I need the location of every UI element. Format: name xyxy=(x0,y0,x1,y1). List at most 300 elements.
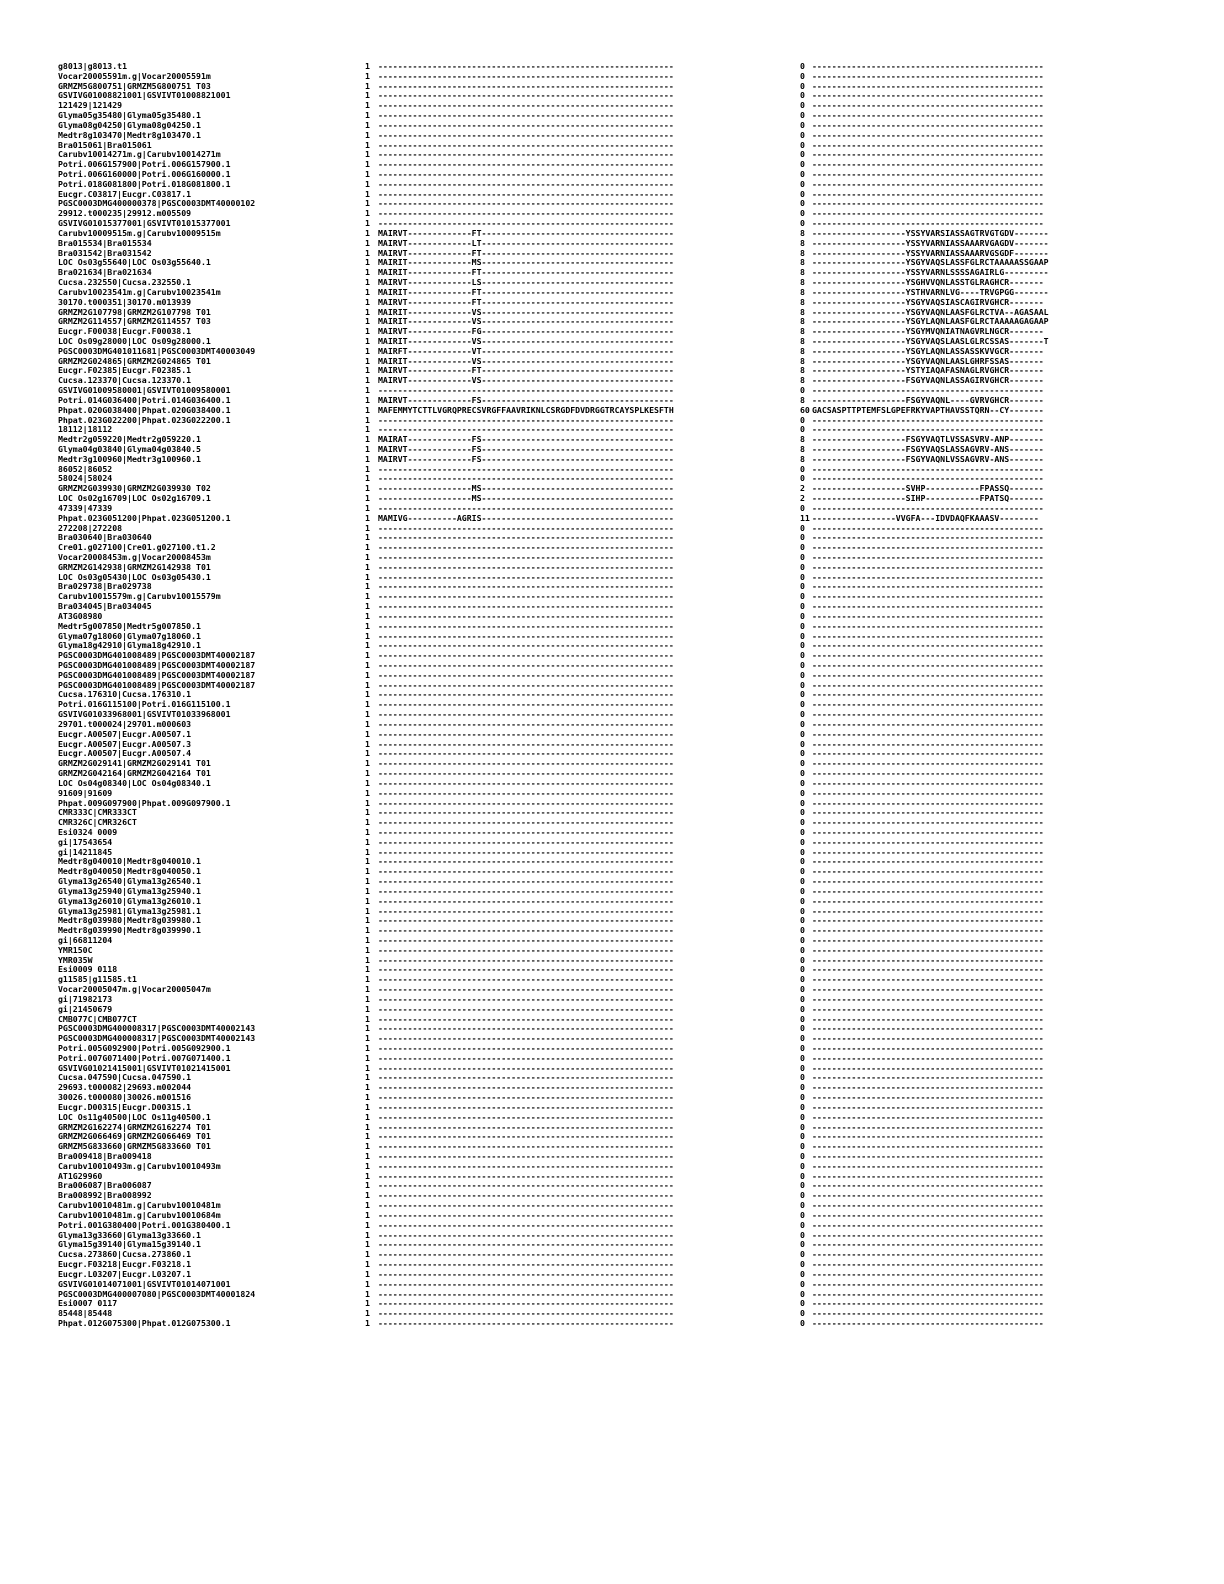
alignment-row xyxy=(0,935,1224,945)
block2-sequence: -------------------YSGYLAQNLASSASSKVVGCR------- xyxy=(812,345,1044,356)
alignment-row xyxy=(0,415,1224,425)
block2-start: 11 xyxy=(800,512,810,523)
block2-sequence: ----------------------------------------------- xyxy=(812,552,1044,562)
block2-sequence: ----------------------------------------------- xyxy=(812,159,1044,170)
alignment-row xyxy=(0,1200,1224,1210)
sequence-id: Eucgr.L03207|Eucgr.L03207.1 xyxy=(58,1268,192,1279)
block2-start: 0 xyxy=(800,80,805,91)
sequence-id: PGSC0003DMG401008489|PGSC0003DMT40002187 xyxy=(58,669,256,680)
alignment-row xyxy=(0,631,1224,641)
block1-sequence: ------------------------------------------------------------ xyxy=(378,1229,674,1240)
block2-sequence: ----------------------------------------------- xyxy=(812,1229,1044,1240)
block2-start: 0 xyxy=(800,1308,805,1319)
alignment-row xyxy=(0,1308,1224,1318)
sequence-id: GSVIVG01021415001|GSVIVT01021415001 xyxy=(58,1062,231,1073)
block2-start: 0 xyxy=(800,797,805,808)
block2-start: 8 xyxy=(800,247,805,258)
sequence-id: Carubv10010481m.g|Carubv10010481m xyxy=(58,1200,221,1211)
block2-sequence: ----------------------------------------------- xyxy=(812,1072,1044,1083)
sequence-id: LOC Os02g16709|LOC Os02g16709.1 xyxy=(58,493,211,504)
sequence-id: Esi0009 0118 xyxy=(58,964,118,975)
block1-sequence: ------------------------------------------------------------ xyxy=(378,895,674,906)
block2-sequence: ----------------------------------------------- xyxy=(812,1308,1044,1319)
block1-sequence: ------------------------------------------------------------ xyxy=(378,836,674,847)
sequence-id: Glyma13g33660|Glyma13g33660.1 xyxy=(58,1229,201,1240)
alignment-row xyxy=(0,1180,1224,1190)
block2-sequence: ----------------------------------------------- xyxy=(812,925,1044,936)
sequence-id: Eucgr.F03218|Eucgr.F03218.1 xyxy=(58,1259,192,1270)
block2-sequence: -------------------YSSYVARSIASSAGTRVGTGDV------- xyxy=(812,227,1049,238)
block1-sequence: ------------------------------------------------------------ xyxy=(378,689,674,700)
block2-start: 8 xyxy=(800,335,805,346)
block1-start: 1 xyxy=(365,571,370,582)
block1-start: 1 xyxy=(365,974,370,985)
block1-sequence: ------------------------------------------------------------ xyxy=(378,1092,674,1103)
sequence-id: gi|66811204 xyxy=(58,934,113,945)
block2-start: 0 xyxy=(800,669,805,680)
sequence-id: PGSC0003DMG400008317|PGSC0003DMT40002143 xyxy=(58,1033,256,1044)
block2-sequence: ----------------------------------------------- xyxy=(812,836,1044,847)
alignment-row xyxy=(0,748,1224,758)
sequence-id: Cucsa.273860|Cucsa.273860.1 xyxy=(58,1249,192,1260)
block2-start: 0 xyxy=(800,748,805,759)
block1-sequence: ------------------------------------------------------------ xyxy=(378,1121,674,1132)
sequence-id: Carubv10009515m.g|Carubv10009515m xyxy=(58,227,221,238)
sequence-id: Medtr2g059220|Medtr2g059220.1 xyxy=(58,434,201,445)
block2-sequence: ----------------------------------------------- xyxy=(812,1219,1044,1230)
block2-start: 0 xyxy=(800,1101,805,1112)
block2-sequence: ----------------------------------------------- xyxy=(812,70,1044,81)
block2-sequence: ----------------------------------------------- xyxy=(812,1239,1044,1250)
block2-start: 2 xyxy=(800,493,805,504)
block2-sequence: ----------------------------------------------- xyxy=(812,571,1044,582)
alignment-row xyxy=(0,729,1224,739)
block2-start: 2 xyxy=(800,483,805,494)
block2-sequence: -------------------YSGYVAQNLAASFGLRCTVA--AGASAAL xyxy=(812,306,1049,317)
alignment-row xyxy=(0,375,1224,385)
alignment-row xyxy=(0,189,1224,199)
block1-sequence: ------------------------------------------------------------ xyxy=(378,414,674,425)
block2-start: 8 xyxy=(800,345,805,356)
alignment-row xyxy=(0,208,1224,218)
alignment-row xyxy=(0,1220,1224,1230)
block1-sequence: MAIRVT-------------FS--------------------------------------- xyxy=(378,394,674,405)
block2-sequence: ----------------------------------------------- xyxy=(812,90,1044,101)
sequence-id: GSVIVG01014071001|GSVIVT01014071001 xyxy=(58,1278,231,1289)
sequence-id: Medtr3g100960|Medtr3g100960.1 xyxy=(58,453,201,464)
block2-start: 0 xyxy=(800,934,805,945)
sequence-id: Carubv10010493m.g|Carubv10010493m xyxy=(58,1160,221,1171)
block2-sequence: ----------------------------------------------- xyxy=(812,473,1044,484)
alignment-row xyxy=(0,788,1224,798)
alignment-row xyxy=(0,503,1224,513)
sequence-id: Medtr8g039980|Medtr8g039980.1 xyxy=(58,915,201,926)
block2-start: 0 xyxy=(800,463,805,474)
block1-sequence: MAIRVT-------------FG--------------------------------------- xyxy=(378,326,674,337)
block1-sequence: ------------------------------------------------------------ xyxy=(378,1249,674,1260)
block1-start: 1 xyxy=(365,709,370,720)
alignment-row xyxy=(0,1043,1224,1053)
alignment-row xyxy=(0,61,1224,71)
alignment-row xyxy=(0,513,1224,523)
sequence-id: gi|21450679 xyxy=(58,1003,113,1014)
block2-sequence: ----------------------------------------------- xyxy=(812,610,1044,621)
block1-sequence: ------------------------------------------------------------ xyxy=(378,1033,674,1044)
block2-sequence: -------------------FSGYVAQSLASSAGVRV-ANS------- xyxy=(812,443,1044,454)
block1-sequence: ------------------------------------------------------------ xyxy=(378,1111,674,1122)
sequence-id: Cucsa.123370|Cucsa.123370.1 xyxy=(58,375,192,386)
block1-start: 1 xyxy=(365,1160,370,1171)
block1-start: 1 xyxy=(365,797,370,808)
block2-start: 0 xyxy=(800,1052,805,1063)
block2-start: 0 xyxy=(800,1003,805,1014)
sequence-id: 91609|91609 xyxy=(58,787,113,798)
block2-sequence: ----------------------------------------------- xyxy=(812,1101,1044,1112)
block1-start: 1 xyxy=(365,80,370,91)
block2-sequence: ----------------------------------------------- xyxy=(812,1278,1044,1289)
block1-sequence: ------------------------------------------------------------ xyxy=(378,159,674,170)
block1-start: 1 xyxy=(365,532,370,543)
alignment-row xyxy=(0,670,1224,680)
sequence-id: Bra030640|Bra030640 xyxy=(58,532,152,543)
alignment-row xyxy=(0,974,1224,984)
block2-start: 0 xyxy=(800,1141,805,1152)
block2-sequence: ----------------------------------------------- xyxy=(812,954,1044,965)
block1-start: 1 xyxy=(365,61,370,71)
sequence-id: GRMZM2G042164|GRMZM2G042164 T01 xyxy=(58,768,211,779)
alignment-row xyxy=(0,1141,1224,1151)
block1-start: 1 xyxy=(365,542,370,553)
block1-sequence: ------------------------------------------------------------ xyxy=(378,718,674,729)
alignment-row xyxy=(0,689,1224,699)
block1-sequence: ------------------------------------------------------------ xyxy=(378,1151,674,1162)
block1-start: 1 xyxy=(365,237,370,248)
block2-start: 0 xyxy=(800,836,805,847)
block1-start: 1 xyxy=(365,826,370,837)
block2-sequence: ----------------------------------------------- xyxy=(812,1268,1044,1279)
block2-start: 0 xyxy=(800,728,805,739)
block2-sequence: ----------------------------------------------- xyxy=(812,110,1044,121)
alignment-row xyxy=(0,1230,1224,1240)
alignment-row xyxy=(0,1023,1224,1033)
block2-start: 0 xyxy=(800,1111,805,1122)
block2-start: 0 xyxy=(800,925,805,936)
block1-sequence: ------------------------------------------------------------ xyxy=(378,188,674,199)
block2-start: 0 xyxy=(800,1190,805,1201)
sequence-id: CMR333C|CMR333CT xyxy=(58,807,137,818)
block1-start: 1 xyxy=(365,876,370,887)
block2-sequence: -----------------VVGFA---IDVDAQFKAAASV-------- xyxy=(812,512,1039,523)
block1-sequence: ------------------------------------------------------------ xyxy=(378,1298,674,1309)
block2-start: 0 xyxy=(800,640,805,651)
block2-start: 8 xyxy=(800,365,805,376)
alignment-row xyxy=(0,1053,1224,1063)
block1-sequence: ------------------------------------------------------------ xyxy=(378,1101,674,1112)
sequence-id: LOC Os09g28000|LOC Os09g28000.1 xyxy=(58,335,211,346)
block1-sequence: ------------------------------------------------------------ xyxy=(378,208,674,219)
block2-sequence: -------------------YSSYVARNIASSAAARVGSGDF------- xyxy=(812,247,1049,258)
alignment-row xyxy=(0,562,1224,572)
block1-sequence: ------------------------------------------------------------ xyxy=(378,1268,674,1279)
block2-sequence: ----------------------------------------------- xyxy=(812,876,1044,887)
alignment-row xyxy=(0,336,1224,346)
block1-sequence: ------------------------------------------------------------ xyxy=(378,218,674,229)
block1-start: 1 xyxy=(365,581,370,592)
block2-sequence: ----------------------------------------------- xyxy=(812,1190,1044,1201)
block2-sequence: -------------------FSGYVAQTLVSSASVRV-ANP------- xyxy=(812,434,1044,445)
block2-start: 0 xyxy=(800,905,805,916)
sequence-id: Eucgr.F00038|Eucgr.F00038.1 xyxy=(58,326,192,337)
alignment-row xyxy=(0,699,1224,709)
block2-start: 0 xyxy=(800,620,805,631)
block2-sequence: ----------------------------------------------- xyxy=(812,1317,1044,1328)
sequence-id: Glyma04g03840|Glyma04g03840.5 xyxy=(58,443,201,454)
sequence-id: 272208|272208 xyxy=(58,522,123,533)
alignment-row xyxy=(0,1102,1224,1112)
alignment-row xyxy=(0,827,1224,837)
block1-start: 1 xyxy=(365,335,370,346)
sequence-id: Medtr8g103470|Medtr8g103470.1 xyxy=(58,129,201,140)
block1-sequence: ------------------------------------------------------------ xyxy=(378,1062,674,1073)
block1-start: 1 xyxy=(365,434,370,445)
block1-sequence: ------------------------------------------------------------ xyxy=(378,876,674,887)
block1-sequence: MAIRIT-------------FT--------------------------------------- xyxy=(378,267,674,278)
block2-start: 0 xyxy=(800,571,805,582)
block1-sequence: ------------------------------------------------------------ xyxy=(378,669,674,680)
block2-sequence: ----------------------------------------------- xyxy=(812,1288,1044,1299)
block1-sequence: ------------------------------------------------------------ xyxy=(378,385,674,396)
sequence-id: Bra031542|Bra031542 xyxy=(58,247,152,258)
block1-sequence: MAIRVT-------------FT--------------------------------------- xyxy=(378,227,674,238)
block2-start: 0 xyxy=(800,1249,805,1260)
block1-sequence: ------------------------------------------------------------ xyxy=(378,90,674,101)
block2-start: 0 xyxy=(800,1298,805,1309)
sequence-id: Cucsa.047590|Cucsa.047590.1 xyxy=(58,1072,192,1083)
block1-sequence: MAIRVT-------------FT--------------------------------------- xyxy=(378,365,674,376)
block2-sequence: ----------------------------------------------- xyxy=(812,934,1044,945)
block1-start: 1 xyxy=(365,561,370,572)
block1-sequence: ------------------------------------------------------------ xyxy=(378,1013,674,1024)
block1-sequence: ------------------------------------------------------------ xyxy=(378,149,674,160)
alignment-row xyxy=(0,739,1224,749)
sequence-id: Cre01.g027100|Cre01.g027100.t1.2 xyxy=(58,542,216,553)
block1-start: 1 xyxy=(365,1121,370,1132)
block2-sequence: -------------------YSSYVARNIASSAAARVGAGDV------- xyxy=(812,237,1049,248)
block2-sequence: ----------------------------------------------- xyxy=(812,178,1044,189)
block2-start: 0 xyxy=(800,601,805,612)
block1-start: 1 xyxy=(365,689,370,700)
sequence-id: 85448|85448 xyxy=(58,1308,113,1319)
block1-start: 1 xyxy=(365,738,370,749)
block1-sequence: MAIRVT-------------FT--------------------------------------- xyxy=(378,296,674,307)
block2-start: 0 xyxy=(800,758,805,769)
alignment-row xyxy=(0,925,1224,935)
alignment-row xyxy=(0,110,1224,120)
block1-start: 1 xyxy=(365,404,370,415)
alignment-row xyxy=(0,572,1224,582)
block2-start: 0 xyxy=(800,198,805,209)
block1-start: 1 xyxy=(365,257,370,268)
block2-sequence: ----------------------------------------------- xyxy=(812,620,1044,631)
block2-sequence: -------------------FSGYVAQNLVSSAGVRV-ANS------- xyxy=(812,453,1044,464)
sequence-id: 47339|47339 xyxy=(58,502,113,513)
block2-sequence: ----------------------------------------------- xyxy=(812,61,1044,71)
sequence-id: GRMZM5G833660|GRMZM5G833660 T01 xyxy=(58,1141,211,1152)
block1-sequence: ------------------------------------------------------------ xyxy=(378,925,674,936)
block1-sequence: ------------------------------------------------------------ xyxy=(378,601,674,612)
sequence-id: Glyma07g18060|Glyma07g18060.1 xyxy=(58,630,201,641)
block1-sequence: ------------------------------------------------------------ xyxy=(378,100,674,111)
block1-start: 1 xyxy=(365,1043,370,1053)
sequence-id: Cucsa.176310|Cucsa.176310.1 xyxy=(58,689,192,700)
block2-start: 0 xyxy=(800,1023,805,1034)
alignment-row xyxy=(0,709,1224,719)
alignment-row xyxy=(0,238,1224,248)
block1-start: 1 xyxy=(365,414,370,425)
block1-start: 1 xyxy=(365,768,370,779)
block1-sequence: ------------------------------------------------------------ xyxy=(378,1209,674,1220)
alignment-row xyxy=(0,523,1224,533)
sequence-id: Phpat.009G097900|Phpat.009G097900.1 xyxy=(58,797,231,808)
alignment-row xyxy=(0,1004,1224,1014)
block2-start: 0 xyxy=(800,699,805,710)
block2-start: 0 xyxy=(800,954,805,965)
block1-start: 1 xyxy=(365,1278,370,1289)
alignment-row xyxy=(0,768,1224,778)
block1-sequence: MAIRVT-------------VS--------------------------------------- xyxy=(378,375,674,386)
block1-sequence: ------------------------------------------------------------ xyxy=(378,1141,674,1152)
alignment-row xyxy=(0,611,1224,621)
block1-sequence: MAIRIT-------------VS--------------------------------------- xyxy=(378,306,674,317)
block2-sequence: ----------------------------------------------- xyxy=(812,502,1044,513)
sequence-id: g8013|g8013.t1 xyxy=(58,61,128,71)
block2-sequence: ----------------------------------------------- xyxy=(812,414,1044,425)
block2-start: 0 xyxy=(800,1131,805,1142)
block1-start: 1 xyxy=(365,119,370,130)
block1-start: 1 xyxy=(365,90,370,101)
block1-start: 1 xyxy=(365,1288,370,1299)
alignment-row xyxy=(0,906,1224,916)
sequence-id: CMB077C|CMB077CT xyxy=(58,1013,137,1024)
alignment-row xyxy=(0,434,1224,444)
alignment-row xyxy=(0,228,1224,238)
block1-sequence: ------------------------------------------------------------ xyxy=(378,473,674,484)
sequence-id: Glyma05g35480|Glyma05g35480.1 xyxy=(58,110,201,121)
block2-sequence: -------------------YSGYVAQNLAASLGHRFSSAS------- xyxy=(812,355,1044,366)
sequence-id: Eucgr.C03817|Eucgr.C03817.1 xyxy=(58,188,192,199)
block2-sequence: ----------------------------------------------- xyxy=(812,1082,1044,1093)
block1-start: 1 xyxy=(365,1317,370,1328)
block2-start: 0 xyxy=(800,100,805,111)
block2-sequence: ----------------------------------------------- xyxy=(812,218,1044,229)
sequence-id: 30026.t000080|30026.m001516 xyxy=(58,1092,192,1103)
block2-start: 0 xyxy=(800,1278,805,1289)
block1-start: 1 xyxy=(365,984,370,995)
block1-sequence: -------------------MS--------------------------------------- xyxy=(378,493,674,504)
block1-sequence: ------------------------------------------------------------ xyxy=(378,561,674,572)
block2-sequence: ----------------------------------------------- xyxy=(812,895,1044,906)
block1-sequence: ------------------------------------------------------------ xyxy=(378,1190,674,1201)
sequence-id: Eucgr.A00507|Eucgr.A00507.4 xyxy=(58,748,192,759)
block2-start: 0 xyxy=(800,1229,805,1240)
block1-sequence: ------------------------------------------------------------ xyxy=(378,787,674,798)
block1-sequence: ------------------------------------------------------------ xyxy=(378,110,674,121)
block2-start: 0 xyxy=(800,866,805,877)
block1-sequence: ------------------------------------------------------------ xyxy=(378,70,674,81)
block1-sequence: ------------------------------------------------------------ xyxy=(378,915,674,926)
alignment-row xyxy=(0,964,1224,974)
block2-start: 0 xyxy=(800,1121,805,1132)
sequence-id: Glyma13g26010|Glyma13g26010.1 xyxy=(58,895,201,906)
alignment-row xyxy=(0,581,1224,591)
block2-sequence: ----------------------------------------------- xyxy=(812,1180,1044,1191)
sequence-id: Eucgr.A00507|Eucgr.A00507.1 xyxy=(58,728,192,739)
alignment-row xyxy=(0,159,1224,169)
block1-start: 1 xyxy=(365,895,370,906)
sequence-id: Carubv10023541m.g|Carubv10023541m xyxy=(58,286,221,297)
block1-sequence: ------------------------------------------------------------ xyxy=(378,679,674,690)
block1-start: 1 xyxy=(365,1170,370,1181)
block1-sequence: ------------------------------------------------------------ xyxy=(378,777,674,788)
alignment-row xyxy=(0,896,1224,906)
alignment-row xyxy=(0,1092,1224,1102)
alignment-row xyxy=(0,994,1224,1004)
block2-sequence: ----------------------------------------------- xyxy=(812,905,1044,916)
block2-start: 0 xyxy=(800,777,805,788)
sequence-id: GRMZM2G162274|GRMZM2G162274 T01 xyxy=(58,1121,211,1132)
block2-sequence: -------------------YSGYVAQSLASSFGLRCTAAAAASSGAAP xyxy=(812,257,1049,268)
block1-start: 1 xyxy=(365,345,370,356)
alignment-row xyxy=(0,307,1224,317)
block2-start: 0 xyxy=(800,188,805,199)
block1-start: 1 xyxy=(365,846,370,857)
sequence-id: Cucsa.232550|Cucsa.232550.1 xyxy=(58,277,192,288)
block2-start: 0 xyxy=(800,424,805,435)
block2-start: 0 xyxy=(800,139,805,150)
block1-start: 1 xyxy=(365,178,370,189)
block2-sequence: -------------------YSGYVAQSIASCAGIRVGHCR------- xyxy=(812,296,1044,307)
block2-start: 0 xyxy=(800,1062,805,1073)
sequence-id: 29701.t000024|29701.m000603 xyxy=(58,718,192,729)
block2-sequence: ----------------------------------------------- xyxy=(812,728,1044,739)
alignment-row xyxy=(0,218,1224,228)
block1-sequence: MAIRAT-------------FS--------------------------------------- xyxy=(378,434,674,445)
block1-start: 1 xyxy=(365,1023,370,1034)
alignment-row xyxy=(0,542,1224,552)
block2-start: 0 xyxy=(800,502,805,513)
block1-sequence: ------------------------------------------------------------ xyxy=(378,119,674,130)
block2-start: 0 xyxy=(800,552,805,562)
alignment-row xyxy=(0,1122,1224,1132)
block1-sequence: ------------------------------------------------------------ xyxy=(378,1180,674,1191)
block2-sequence: ----------------------------------------------- xyxy=(812,640,1044,651)
block1-sequence: ------------------------------------------------------------ xyxy=(378,581,674,592)
block2-sequence: ----------------------------------------------- xyxy=(812,100,1044,111)
block2-sequence: -------------------FSGYVAQNL----GVRVGHCR------- xyxy=(812,394,1044,405)
block1-start: 1 xyxy=(365,934,370,945)
block1-start: 1 xyxy=(365,483,370,494)
block2-sequence: ----------------------------------------------- xyxy=(812,866,1044,877)
block2-sequence: -------------------YSGHVVQNLASSTGLRAGHCR------- xyxy=(812,277,1044,288)
alignment-row xyxy=(0,886,1224,896)
block1-start: 1 xyxy=(365,375,370,386)
alignment-row xyxy=(0,866,1224,876)
alignment-row xyxy=(0,1269,1224,1279)
alignment-row xyxy=(0,1063,1224,1073)
sequence-id: 29912.t000235|29912.m005509 xyxy=(58,208,192,219)
block1-sequence: ------------------------------------------------------------ xyxy=(378,797,674,808)
alignment-row xyxy=(0,365,1224,375)
